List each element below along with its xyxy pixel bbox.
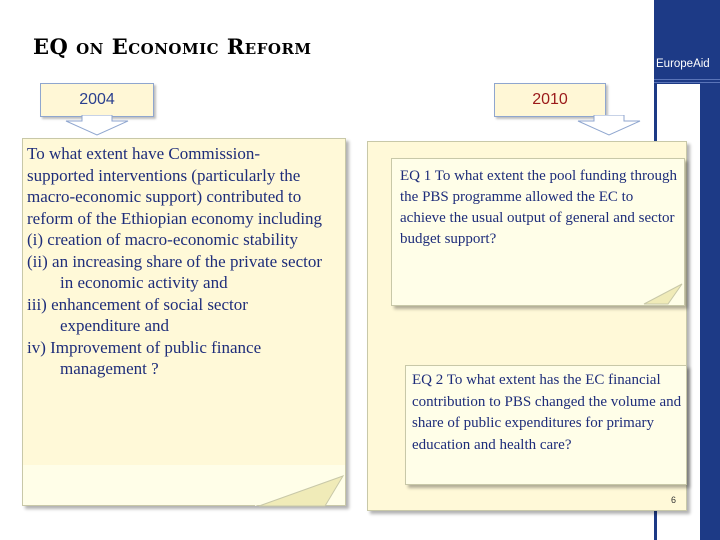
year-label-2004: 2004 <box>40 83 154 117</box>
question-2004-list <box>27 143 327 380</box>
slide-title: EQ on Economic Reform <box>33 34 312 59</box>
down-arrow-icon <box>574 115 644 137</box>
question-line: iv) Improvement of public finance management ? <box>27 337 262 378</box>
page-curl-icon <box>640 280 686 308</box>
eq1-question: EQ 1 To what extent the pool funding through the PBS programme allowed the EC to achieve the usual output of general and sector budget support? <box>400 168 677 247</box>
brand-divider <box>654 82 720 83</box>
eq2-question: EQ 2 To what extent has the EC financial contribution to PBS changed the volume and share of public expenditures for primary education and health care? <box>412 372 682 453</box>
question-line: (i) creation of macro-economic stability <box>27 230 298 249</box>
year-label-2010: 2010 <box>494 83 606 117</box>
down-arrow-icon <box>62 115 132 137</box>
brand-label: EuropeAid <box>656 58 710 70</box>
page-curl-icon <box>255 470 347 510</box>
page-number: 6 <box>671 495 677 505</box>
brand-divider <box>654 79 720 80</box>
question-line: To what extent have Commission-supported interventions (particularly the macro-economic support) contributed to reform of the Ethiopian economy including <box>27 144 323 228</box>
question-line: (ii) an increasing share of the private sector in economic activity and <box>27 251 323 292</box>
question-line: iii) enhancement of social sector expenditure and <box>27 294 248 335</box>
